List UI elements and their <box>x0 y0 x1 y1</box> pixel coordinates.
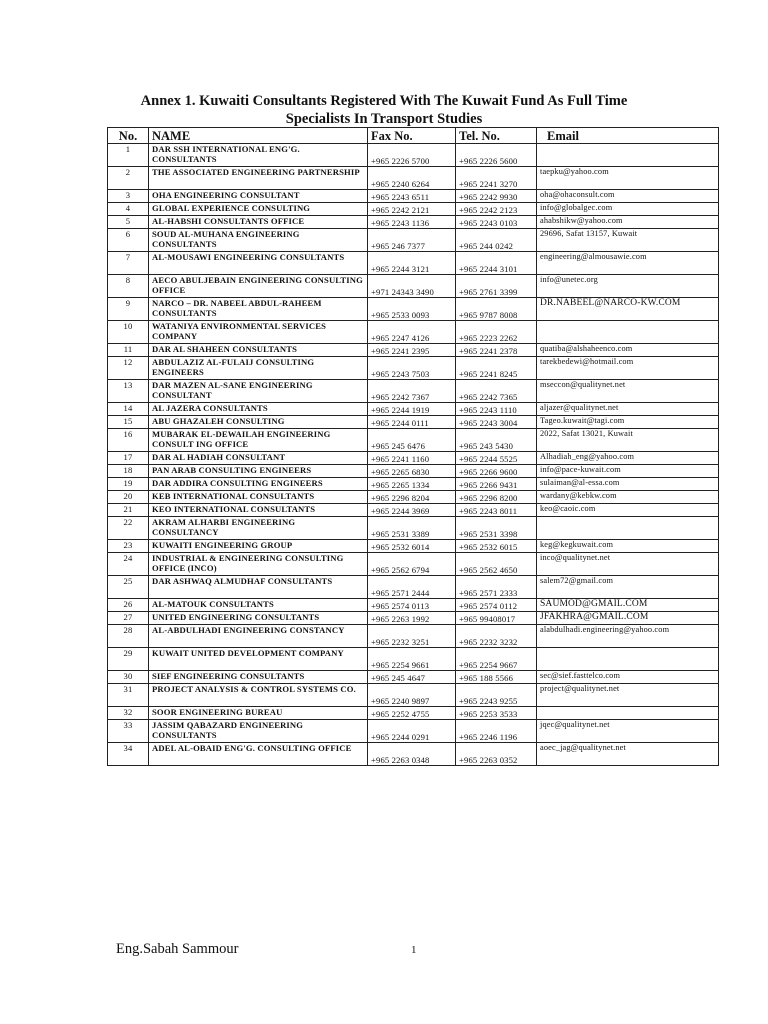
table-row <box>108 190 719 203</box>
email-address: sec@sief.fasttelco.com <box>537 671 719 684</box>
consultant-name: KEB INTERNATIONAL CONSULTANTS <box>149 491 368 504</box>
consultant-name: ADEL AL-OBAID ENG'G. CONSULTING OFFICE <box>149 743 368 766</box>
table-row <box>108 576 719 599</box>
consultant-name: INDUSTRIAL & ENGINEERING CONSULTING OFFICE (INCO) <box>149 553 368 576</box>
fax-number: +965 2226 5700 <box>368 144 456 167</box>
email-address: mseccon@qualitynet.net <box>537 380 719 403</box>
row-number: 27 <box>108 612 149 625</box>
email-address: aoec_jag@qualitynet.net <box>537 743 719 766</box>
tel-number: +965 2243 9255 <box>456 684 537 707</box>
email-address <box>537 648 719 671</box>
consultant-name: DAR ASHWAQ ALMUDHAF CONSULTANTS <box>149 576 368 599</box>
consultant-name: PROJECT ANALYSIS & CONTROL SYSTEMS CO. <box>149 684 368 707</box>
consultant-name: AL JAZERA CONSULTANTS <box>149 403 368 416</box>
tel-number: +965 2254 9667 <box>456 648 537 671</box>
fax-number: +965 2240 9897 <box>368 684 456 707</box>
consultant-name: NARCO – DR. NABEEL ABDUL-RAHEEM CONSULTANTS <box>149 298 368 321</box>
tel-number: +965 2532 6015 <box>456 540 537 553</box>
consultant-name: SOUD AL-MUHANA ENGINEERING CONSULTANTS <box>149 229 368 252</box>
table-row <box>108 684 719 707</box>
table-row <box>108 743 719 766</box>
email-address <box>537 321 719 344</box>
table-row <box>108 648 719 671</box>
tel-number: +965 2243 0103 <box>456 216 537 229</box>
table-row <box>108 167 719 190</box>
row-number: 11 <box>108 344 149 357</box>
table-row <box>108 517 719 540</box>
row-number: 31 <box>108 684 149 707</box>
tel-number: +965 9787 8008 <box>456 298 537 321</box>
email-address: keo@caoic.com <box>537 504 719 517</box>
fax-number: +965 2241 1160 <box>368 452 456 465</box>
tel-number: +965 188 5566 <box>456 671 537 684</box>
row-number: 21 <box>108 504 149 517</box>
row-number: 9 <box>108 298 149 321</box>
tel-number: +965 243 5430 <box>456 429 537 452</box>
fax-number: +965 2263 1992 <box>368 612 456 625</box>
header-no: No. <box>108 128 149 144</box>
row-number: 28 <box>108 625 149 648</box>
email-address: SAUMOD@GMAIL.COM <box>537 599 719 612</box>
table-row <box>108 625 719 648</box>
fax-number: +965 2296 8204 <box>368 491 456 504</box>
consultant-name: UNITED ENGINEERING CONSULTANTS <box>149 612 368 625</box>
email-address: tarekbedewi@hotmail.com <box>537 357 719 380</box>
consultant-name: ABDULAZIZ AL-FULAIJ CONSULTING ENGINEERS <box>149 357 368 380</box>
tel-number: +965 2244 5525 <box>456 452 537 465</box>
consultant-name: DAR AL SHAHEEN CONSULTANTS <box>149 344 368 357</box>
email-address: 2022, Safat 13021, Kuwait <box>537 429 719 452</box>
row-number: 24 <box>108 553 149 576</box>
table-row <box>108 671 719 684</box>
table-row <box>108 612 719 625</box>
tel-number: +965 2531 3398 <box>456 517 537 540</box>
email-address: jqec@qualitynet.net <box>537 720 719 743</box>
fax-number: +965 2531 3389 <box>368 517 456 540</box>
consultant-name: AL-ABDULHADI ENGINEERING CONSTANCY <box>149 625 368 648</box>
row-number: 23 <box>108 540 149 553</box>
table-row <box>108 553 719 576</box>
header-tel: Tel. No. <box>456 128 537 144</box>
table-row <box>108 298 719 321</box>
email-address: DR.NABEEL@NARCO-KW.COM <box>537 298 719 321</box>
tel-number: +965 2761 3399 <box>456 275 537 298</box>
table-row <box>108 252 719 275</box>
fax-number: +965 2265 6830 <box>368 465 456 478</box>
fax-number: +965 2254 9661 <box>368 648 456 671</box>
row-number: 8 <box>108 275 149 298</box>
email-address <box>537 144 719 167</box>
header-fax: Fax No. <box>368 128 456 144</box>
consultant-name: MUBARAK EL-DEWAILAH ENGINEERING CONSULT ING OFFICE <box>149 429 368 452</box>
header-email: Email <box>537 128 719 144</box>
tel-number: +965 2243 3004 <box>456 416 537 429</box>
row-number: 32 <box>108 707 149 720</box>
fax-number: +965 2240 6264 <box>368 167 456 190</box>
row-number: 3 <box>108 190 149 203</box>
fax-number: +965 2244 0291 <box>368 720 456 743</box>
tel-number: +965 2242 9930 <box>456 190 537 203</box>
consultants-table <box>107 127 719 766</box>
consultant-name: DAR AL HADIAH CONSULTANT <box>149 452 368 465</box>
tel-number: +965 2244 3101 <box>456 252 537 275</box>
row-number: 17 <box>108 452 149 465</box>
tel-number: +965 2242 7365 <box>456 380 537 403</box>
consultant-name: SIEF ENGINEERING CONSULTANTS <box>149 671 368 684</box>
tel-number: +965 2266 9600 <box>456 465 537 478</box>
tel-number: +965 2246 1196 <box>456 720 537 743</box>
table-row <box>108 380 719 403</box>
tel-number: +965 2574 0112 <box>456 599 537 612</box>
row-number: 26 <box>108 599 149 612</box>
table-row <box>108 357 719 380</box>
fax-number: +965 245 6476 <box>368 429 456 452</box>
email-address: wardany@kebkw.com <box>537 491 719 504</box>
consultant-name: KEO INTERNATIONAL CONSULTANTS <box>149 504 368 517</box>
fax-number: +965 2532 6014 <box>368 540 456 553</box>
fax-number: +965 2265 1334 <box>368 478 456 491</box>
consultant-name: DAR ADDIRA CONSULTING ENGINEERS <box>149 478 368 491</box>
tel-number: +965 2243 8011 <box>456 504 537 517</box>
email-address: Tageo.kuwait@tagi.com <box>537 416 719 429</box>
row-number: 34 <box>108 743 149 766</box>
email-address <box>537 707 719 720</box>
table-row <box>108 465 719 478</box>
tel-number: +965 2223 2262 <box>456 321 537 344</box>
tel-number: +965 2232 3232 <box>456 625 537 648</box>
fax-number: +965 2244 1919 <box>368 403 456 416</box>
fax-number: +965 2243 6511 <box>368 190 456 203</box>
table-row <box>108 452 719 465</box>
page-number: 1 <box>411 944 417 956</box>
fax-number: +965 2533 0093 <box>368 298 456 321</box>
table-row <box>108 344 719 357</box>
tel-number: +965 2562 4650 <box>456 553 537 576</box>
email-address: oha@ohaconsult.com <box>537 190 719 203</box>
fax-number: +965 2252 4755 <box>368 707 456 720</box>
table-row <box>108 478 719 491</box>
table-row <box>108 275 719 298</box>
tel-number: +965 2241 3270 <box>456 167 537 190</box>
fax-number: +965 2247 4126 <box>368 321 456 344</box>
tel-number: +965 2241 2378 <box>456 344 537 357</box>
row-number: 15 <box>108 416 149 429</box>
email-address: ahabshikw@yahoo.com <box>537 216 719 229</box>
email-address <box>537 517 719 540</box>
title-line-2: Specialists In Transport Studies <box>285 111 483 127</box>
tel-number: +965 244 0242 <box>456 229 537 252</box>
tel-number: +965 2263 0352 <box>456 743 537 766</box>
fax-number: +965 2244 3969 <box>368 504 456 517</box>
email-address: Alhadiah_eng@yahoo.com <box>537 452 719 465</box>
tel-number: +965 2266 9431 <box>456 478 537 491</box>
row-number: 10 <box>108 321 149 344</box>
document-title <box>0 92 768 128</box>
fax-number: +965 2263 0348 <box>368 743 456 766</box>
email-address: keg@kegkuwait.com <box>537 540 719 553</box>
consultant-name: KUWAIT UNITED DEVELOPMENT COMPANY <box>149 648 368 671</box>
fax-number: +965 2232 3251 <box>368 625 456 648</box>
row-number: 19 <box>108 478 149 491</box>
tel-number: +965 2243 1110 <box>456 403 537 416</box>
email-address: JFAKHRA@GMAIL.COM <box>537 612 719 625</box>
email-address: 29696, Safat 13157, Kuwait <box>537 229 719 252</box>
consultant-name: ABU GHAZALEH CONSULTING <box>149 416 368 429</box>
row-number: 12 <box>108 357 149 380</box>
tel-number: +965 2226 5600 <box>456 144 537 167</box>
row-number: 6 <box>108 229 149 252</box>
table-row <box>108 429 719 452</box>
fax-number: +965 245 4647 <box>368 671 456 684</box>
tel-number: +965 2241 8245 <box>456 357 537 380</box>
table-row <box>108 203 719 216</box>
email-address: sulaiman@al-essa.com <box>537 478 719 491</box>
email-address: info@globalgec.com <box>537 203 719 216</box>
row-number: 22 <box>108 517 149 540</box>
row-number: 16 <box>108 429 149 452</box>
email-address: engineering@almousawie.com <box>537 252 719 275</box>
email-address: taepku@yahoo.com <box>537 167 719 190</box>
consultant-name: GLOBAL EXPERIENCE CONSULTING <box>149 203 368 216</box>
table-row <box>108 216 719 229</box>
table-row <box>108 504 719 517</box>
email-address: aljazer@qualitynet.net <box>537 403 719 416</box>
fax-number: +965 2242 2121 <box>368 203 456 216</box>
row-number: 33 <box>108 720 149 743</box>
table-row <box>108 491 719 504</box>
table-row <box>108 416 719 429</box>
fax-number: +971 24343 3490 <box>368 275 456 298</box>
table-body <box>108 144 719 766</box>
tel-number: +965 2253 3533 <box>456 707 537 720</box>
row-number: 1 <box>108 144 149 167</box>
consultant-name: OHA ENGINEERING CONSULTANT <box>149 190 368 203</box>
table-row <box>108 403 719 416</box>
email-address: alabdulhadi.engineering@yahoo.com <box>537 625 719 648</box>
consultant-name: KUWAITI ENGINEERING GROUP <box>149 540 368 553</box>
consultant-name: DAR MAZEN AL-SANE ENGINEERING CONSULTANT <box>149 380 368 403</box>
title-line-1: Annex 1. Kuwaiti Consultants Registered With The Kuwait Fund As Full Time <box>140 93 628 109</box>
footer-author: Eng.Sabah Sammour <box>116 941 239 957</box>
table-row <box>108 720 719 743</box>
email-address: project@qualitynet.net <box>537 684 719 707</box>
fax-number: +965 2574 0113 <box>368 599 456 612</box>
consultant-name: DAR SSH INTERNATIONAL ENG'G. CONSULTANTS <box>149 144 368 167</box>
fax-number: +965 2243 1136 <box>368 216 456 229</box>
table-row <box>108 540 719 553</box>
consultant-name: AL-HABSHI CONSULTANTS OFFICE <box>149 216 368 229</box>
row-number: 18 <box>108 465 149 478</box>
row-number: 30 <box>108 671 149 684</box>
email-address: info@pace-kuwait.com <box>537 465 719 478</box>
fax-number: +965 2242 7367 <box>368 380 456 403</box>
row-number: 14 <box>108 403 149 416</box>
row-number: 25 <box>108 576 149 599</box>
row-number: 20 <box>108 491 149 504</box>
table-row <box>108 321 719 344</box>
consultant-name: AKRAM ALHARBI ENGINEERING CONSULTANCY <box>149 517 368 540</box>
fax-number: +965 2562 6794 <box>368 553 456 576</box>
consultant-name: THE ASSOCIATED ENGINEERING PARTNERSHIP <box>149 167 368 190</box>
tel-number: +965 2571 2333 <box>456 576 537 599</box>
fax-number: +965 2243 7503 <box>368 357 456 380</box>
table-row <box>108 599 719 612</box>
fax-number: +965 2244 0111 <box>368 416 456 429</box>
table-row <box>108 707 719 720</box>
email-address: info@unetec.org <box>537 275 719 298</box>
consultant-name: SOOR ENGINEERING BUREAU <box>149 707 368 720</box>
row-number: 4 <box>108 203 149 216</box>
consultant-name: AL-MATOUK CONSULTANTS <box>149 599 368 612</box>
table-header-row <box>108 128 719 144</box>
tel-number: +965 99408017 <box>456 612 537 625</box>
table-row <box>108 229 719 252</box>
fax-number: +965 2241 2395 <box>368 344 456 357</box>
row-number: 29 <box>108 648 149 671</box>
consultant-name: AECO ABULJEBAIN ENGINEERING CONSULTING OFFICE <box>149 275 368 298</box>
fax-number: +965 2244 3121 <box>368 252 456 275</box>
email-address: inco@qualitynet.net <box>537 553 719 576</box>
consultant-name: JASSIM QABAZARD ENGINEERING CONSULTANTS <box>149 720 368 743</box>
row-number: 5 <box>108 216 149 229</box>
consultant-name: PAN ARAB CONSULTING ENGINEERS <box>149 465 368 478</box>
fax-number: +965 2571 2444 <box>368 576 456 599</box>
email-address: quatiba@alshaheenco.com <box>537 344 719 357</box>
tel-number: +965 2296 8200 <box>456 491 537 504</box>
row-number: 7 <box>108 252 149 275</box>
header-name: NAME <box>149 128 368 144</box>
row-number: 13 <box>108 380 149 403</box>
email-address: salem72@gmail.com <box>537 576 719 599</box>
tel-number: +965 2242 2123 <box>456 203 537 216</box>
consultant-name: WATANIYA ENVIRONMENTAL SERVICES COMPANY <box>149 321 368 344</box>
row-number: 2 <box>108 167 149 190</box>
fax-number: +965 246 7377 <box>368 229 456 252</box>
table-row <box>108 144 719 167</box>
consultant-name: AL-MOUSAWI ENGINEERING CONSULTANTS <box>149 252 368 275</box>
